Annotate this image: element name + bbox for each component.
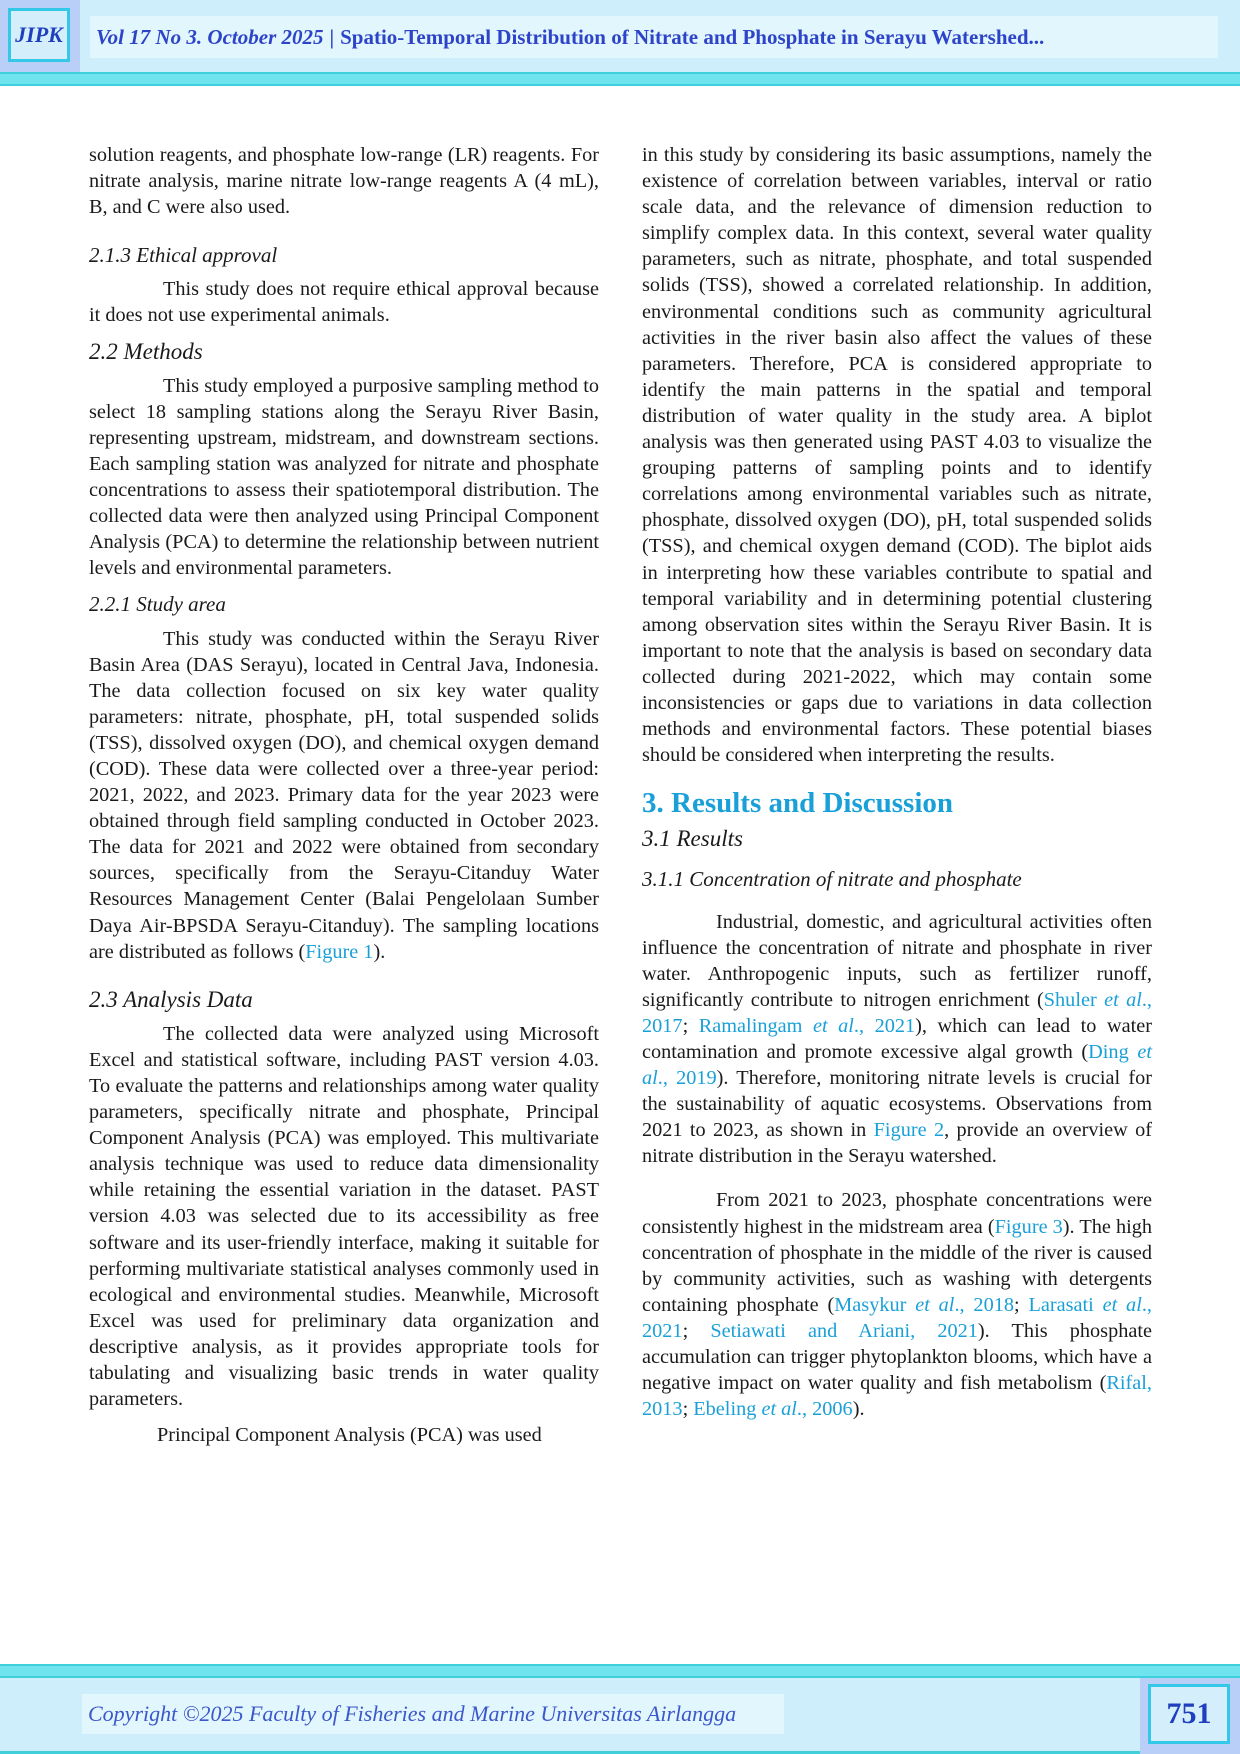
ref-author: Larasati [1028,1293,1103,1316]
ref-setiawati-2021[interactable]: Setiawati and Ariani, 2021 [710,1319,978,1342]
paragraph-analysis: The collected data were analyzed using Microsoft Excel and statistical software, including PAST version 4.03. To evaluate the patterns and relationships among water quality parameters, specifically nitrate and phosphate, Principal Component Analysis (PCA) was employed. This multivariate analysis technique was used to reduce data dimensionality while retaining the essential variation in the dataset. PAST version 4.03 was selected due to its accessibility as free software and its user-friendly interface, making it suitable for performing multivariate statistical analyses commonly used in ecological and environmental studies. Meanwhile, Microsoft Excel was used for preliminary data organization and descriptive analysis, as it provides appropriate tools for tabulating and visualizing basic trends in water quality parameters. [89,1022,599,1411]
ref-author: Ding [1088,1041,1138,1063]
running-head-separator: | [329,24,335,49]
nitrate-text-2: ), which can lead to water contamination and promote excessive algal growth ( [642,1014,1152,1063]
ref-et-al: et al [642,1041,1152,1090]
ref-et-al: et al [812,1014,854,1037]
heading-study-area: 2.2.1 Study area [89,592,226,617]
ref-year: ., 2021 [642,1293,1152,1342]
ref-separator: ; [682,1398,694,1421]
paragraph-pca-start: Principal Component Analysis (PCA) was used [157,1424,542,1447]
running-head [90,16,1218,58]
nitrate-text-3: ). Therefore, monitoring nitrate levels is crucial for the sustainability of aquatic ecosystems. Observations from 2021 to 2023, as shown in [642,1067,1152,1142]
page-number: 751 [1148,1684,1230,1744]
ref-year: ., 2006 [796,1398,853,1421]
paragraph-methods: This study employed a purposive sampling method to select 18 sampling stations along the Serayu River Basin, representing upstream, midstream, and downstream sections. Each sampling station was analyzed for nitrate and phosphate concentrations to assess their spatiotemporal distribution. The collected data were then analyzed using Principal Component Analysis (PCA) to determine the relationship between nutrient levels and environmental parameters. [89,374,599,580]
ref-ebeling-2006[interactable] [693,1398,852,1420]
ref-rifal-2013[interactable]: Rifal, 2013 [642,1372,1152,1421]
ref-et-al: et al [761,1398,797,1421]
ref-year: ., 2019 [657,1067,717,1090]
heading-results: 3.1 Results [642,826,743,852]
ref-et-al: et al [915,1293,955,1316]
header-rule [0,72,1240,86]
ref-et-al: et al [1102,1293,1142,1316]
heading-ethical-approval: 2.1.3 Ethical approval [89,243,278,268]
paragraph-nitrate [642,909,1152,1170]
heading-results-discussion: 3. Results and Discussion [642,787,954,820]
phosphate-text-2: ). The high concentration of phosphate in the middle of the river is caused by community activities, such as washing with detergents containing phosphate ( [642,1215,1152,1316]
journal-logo: JIPK [8,8,70,62]
study-area-text: This study was conducted within the Serayu River Basin Area (DAS Serayu), located in Central Java, Indonesia. The data collection focused on six key water quality parameters: nitrate, phosphate, pH, total suspended solids (TSS), dissolved oxygen (DO), and chemical oxygen demand (COD). These data were collected over a three-year period: 2021, 2022, and 2023. Primary data for the year 2023 were obtained through field sampling conducted in October 2023. The data for 2021 and 2022 were obtained from secondary sources, specifically from the Serayu-Citanduy Water Resources Management Center (Balai Pengelolaan Sumber Daya Air-BPSDA Serayu-Citanduy). The sampling locations are distributed as follows ( [89,627,599,963]
ref-year: ., 2018 [954,1293,1014,1316]
ref-separator: ; [1013,1293,1029,1316]
volume-info: Vol 17 No 3. October 2025 [96,24,324,49]
page-number-frame [1140,1678,1240,1754]
ref-figure-2[interactable]: Figure 2 [873,1119,945,1142]
ref-author: Masykur [834,1293,916,1316]
ref-year: ., 2021 [853,1014,916,1037]
paragraph-ethical: This study does not require ethical approval because it does not use experimental animals. [89,278,599,327]
nitrate-text-4: , provide an overview of nitrate distribution in the Serayu watershed. [642,1119,1152,1168]
phosphate-text-4: ). [852,1398,865,1421]
page-footer [0,1678,1240,1754]
phosphate-text-1: From 2021 to 2023, phosphate concentrations were consistently highest in the midstream area ( [642,1189,1152,1238]
ref-year: ., 2017 [642,988,1152,1037]
heading-concentration: 3.1.1 Concentration of nitrate and phosphate [642,867,1022,892]
ref-ramalingam-2021[interactable] [699,1015,915,1037]
footer-rule [0,1664,1240,1678]
nitrate-text-1: Industrial, domestic, and agricultural activities often influence the concentration of nitrate and phosphate in river water. Anthropogenic inputs, such as fertilizer runoff, significantly contribute to nitrogen enrichment ( [642,910,1152,1011]
copyright-notice: Copyright ©2025 Faculty of Fisheries and Marine Universitas Airlangga [82,1694,784,1734]
journal-logo-frame [0,0,80,72]
heading-methods: 2.2 Methods [89,338,203,364]
study-area-text-end: ). [373,940,386,963]
left-column [89,142,599,1448]
ref-et-al: et al [1104,988,1142,1011]
paragraph-reagents: solution reagents, and phosphate low-range (LR) reagents. For nitrate analysis, marine nitrate low-range reagents A (4 mL), B, and C were also used. [89,144,599,219]
ref-author: Shuler [1043,988,1105,1011]
right-column [642,142,1152,1422]
ref-masykur-2018[interactable] [834,1294,1014,1316]
phosphate-text-3: ). This phosphate accumulation can trigger phytoplankton blooms, which have a negative impact on water quality and fish metabolism ( [642,1319,1152,1395]
heading-analysis-data: 2.3 Analysis Data [89,986,253,1012]
ref-separator: ; [682,1319,711,1342]
paragraph-pca: in this study by considering its basic assumptions, namely the existence of correlation between variables, interval or ratio scale data, and the relevance of dimension reduction to simplify complex data. In this context, several water quality parameters, such as nitrate, phosphate, and total suspended solids (TSS), showed a correlated relationship. In addition, environmental conditions such as community agricultural activities in the river basin also affect the values of these parameters. Therefore, PCA is considered appropriate to identify the main patterns in the spatial and temporal distribution of water quality in the study area. A biplot analysis was then generated using PAST 4.03 to visualize the grouping patterns of sampling points and to identify correlations among environmental variables such as nitrate, phosphate, dissolved oxygen (DO), pH, total suspended solids (TSS), and chemical oxygen demand (COD). The biplot aids in interpreting how these variables contribute to spatial and temporal variability and in determining potential clustering among observation sites within the Serayu River Basin. It is important to note that the analysis is based on secondary data collected during 2021-2022, which may contain some inconsistencies or gaps due to variations in data collection methods and environmental factors. These potential biases should be considered when interpreting the results. [642,144,1152,767]
ref-author: Ramalingam [698,1014,813,1037]
paragraph-study-area [89,626,599,965]
ref-author: Ebeling [693,1398,762,1421]
page-header [0,0,1240,72]
ref-figure-1[interactable]: Figure 1 [305,940,374,963]
paragraph-phosphate [642,1187,1152,1422]
ref-separator: ; [682,1014,699,1037]
running-title: Spatio-Temporal Distribution of Nitrate and Phosphate in Serayu Watershed... [340,24,1045,49]
ref-figure-3[interactable]: Figure 3 [994,1215,1063,1238]
